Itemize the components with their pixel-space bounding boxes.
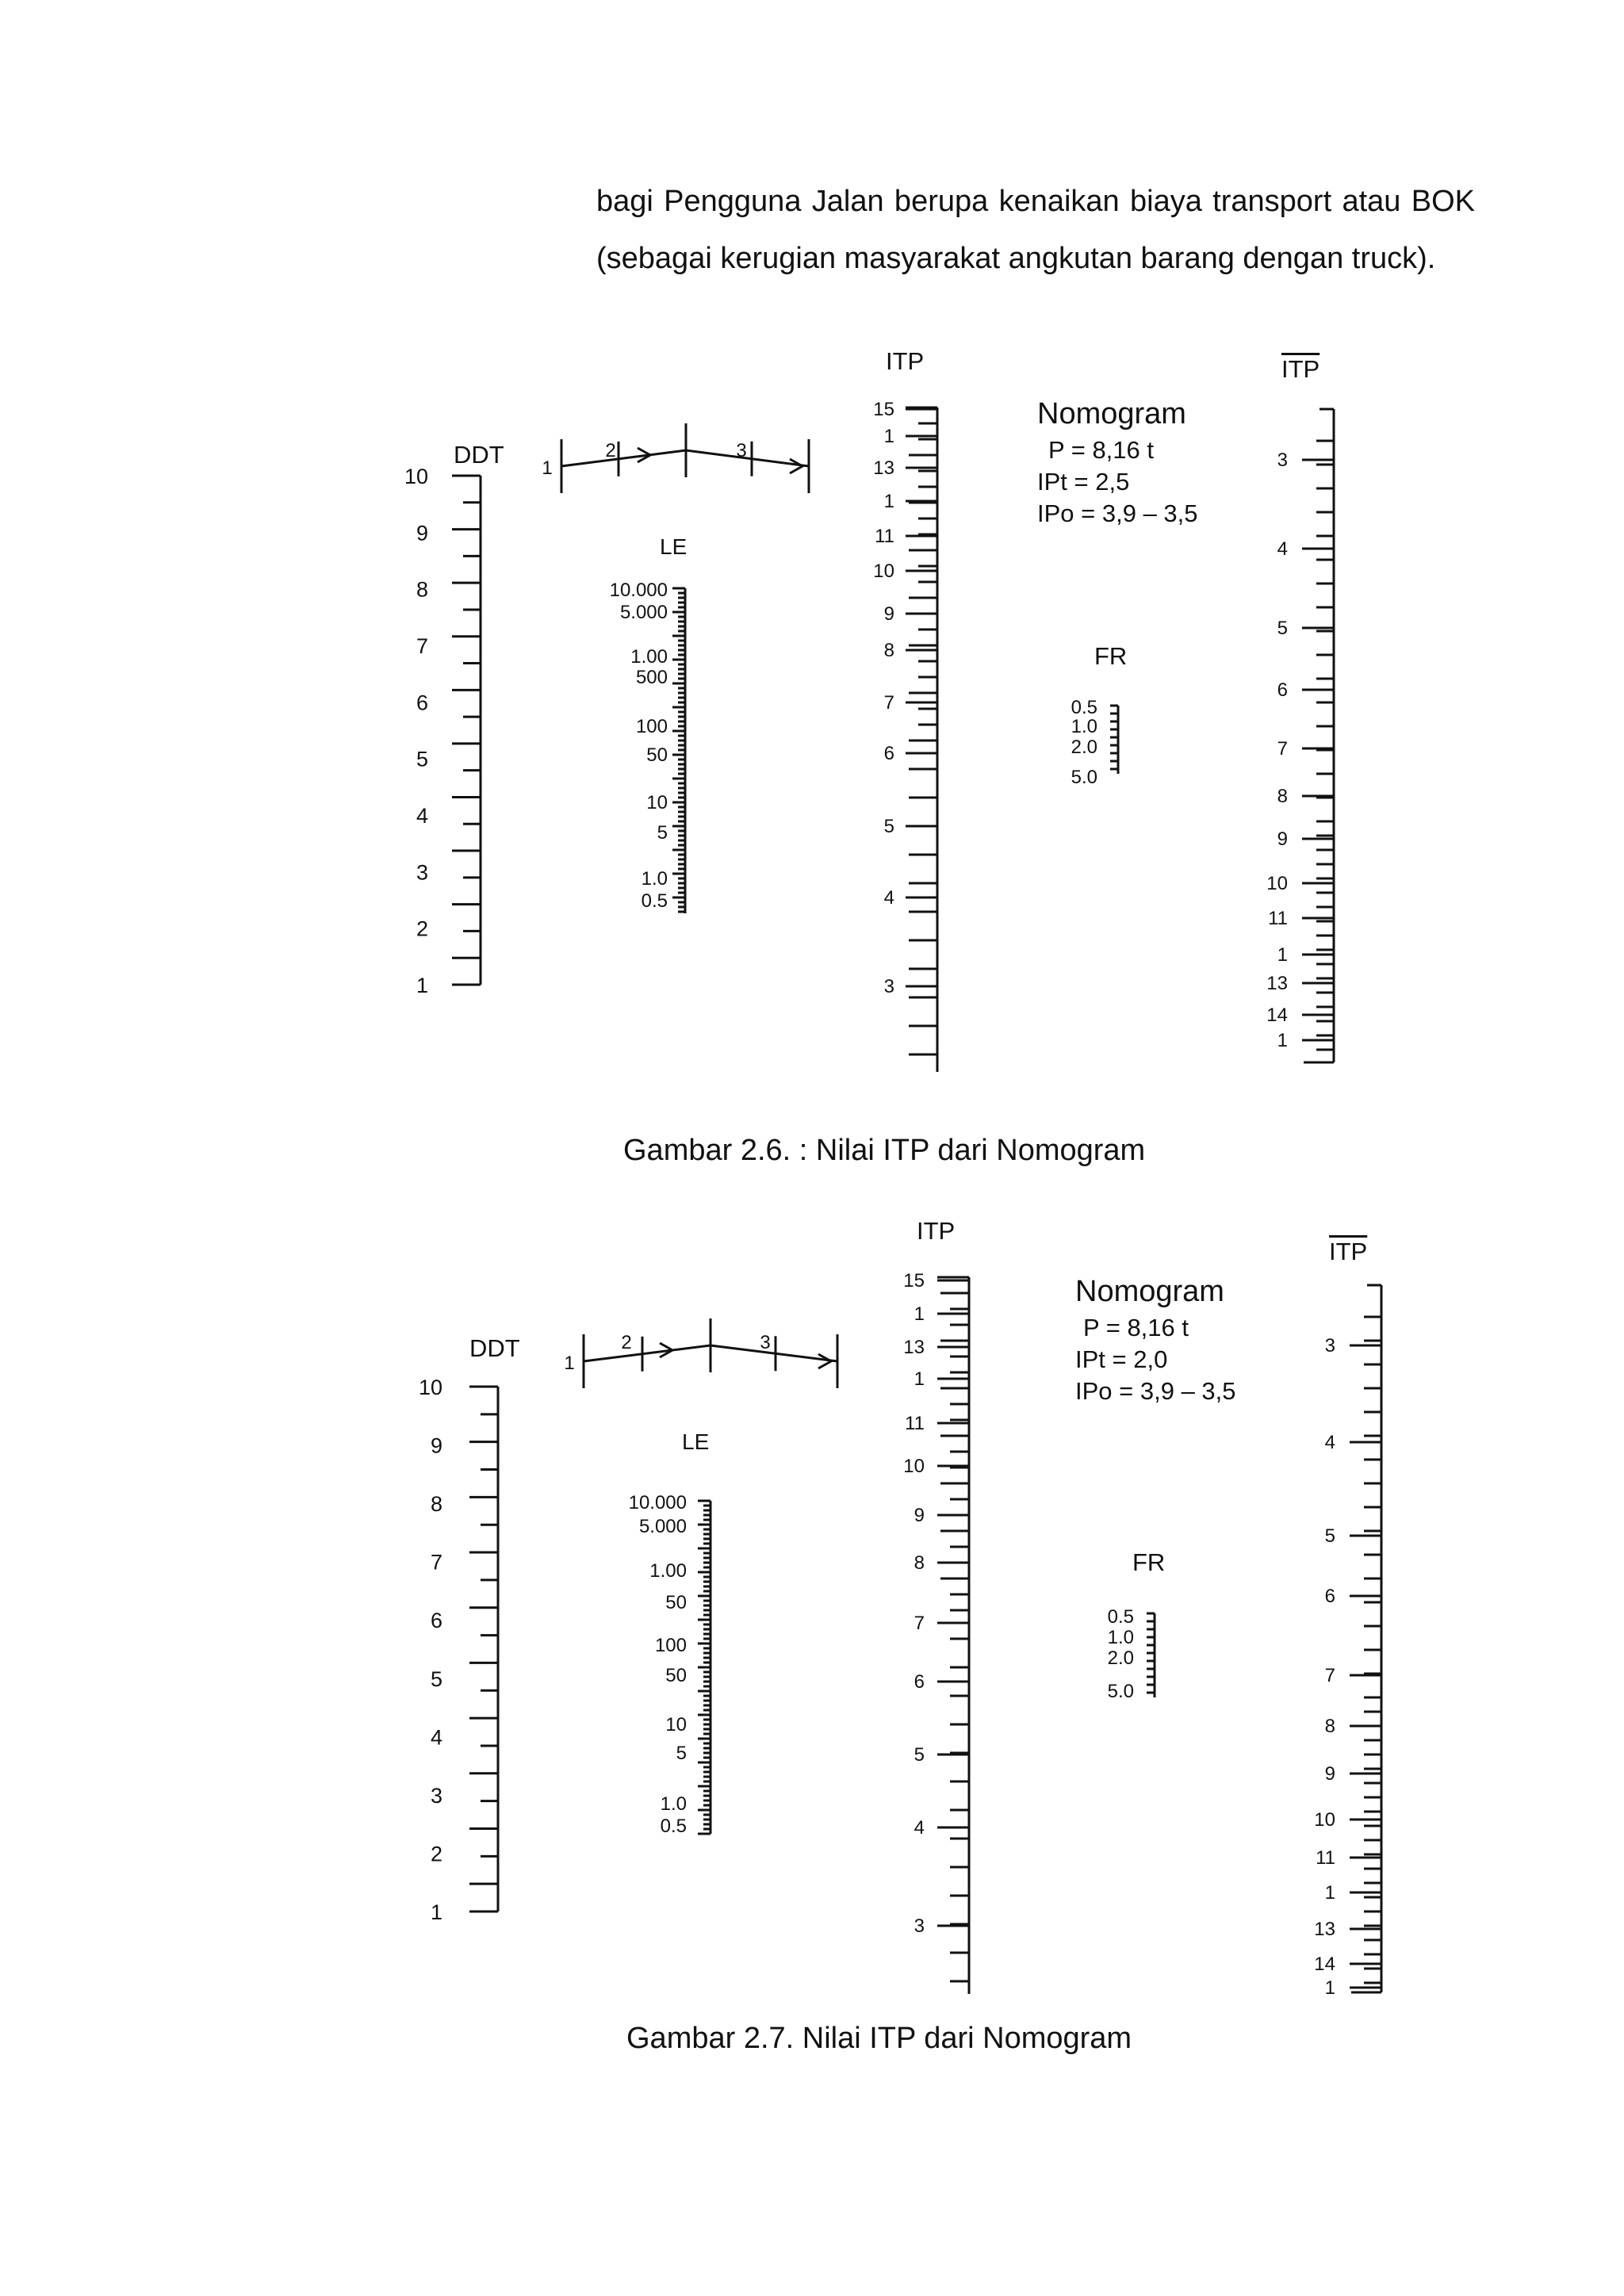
lr-tick-label: 10.000 [609,580,668,601]
itp-bar-axis-label: $\overline{ITP}$ [1281,355,1320,383]
lr-tick-label: 50 [665,1592,687,1613]
itp-bar-tick-label: 4 [1324,1432,1335,1453]
itp-bar-tick-label: 6 [1324,1586,1335,1607]
itp-bar-tick-label: 6 [1277,679,1288,701]
lr-tick-label: 5 [676,1743,687,1764]
itp-tick-label: 9 [914,1505,925,1526]
itp-bar-tick-label: 10 [1266,873,1288,894]
ddt-axis-label: DDT [469,1334,520,1362]
lr-axis-label: LE [660,534,688,559]
itp-tick-label: 4 [883,887,894,909]
itp-tick-label: 10 [903,1456,925,1477]
ddt-tick-label: 9 [416,521,428,545]
itp-bar-tick-label: 9 [1324,1763,1335,1785]
ddt-tick-label: 7 [416,634,428,658]
arrow-right-icon [790,459,802,473]
itp-bar-tick-label: 11 [1268,908,1288,929]
itp-bar-tick-label: 8 [1324,1716,1335,1737]
param-ipo: IPo = 3,9 – 3,5 [1075,1377,1236,1405]
itp-tick-label: 3 [883,976,894,997]
figure-caption-1: Gambar 2.6. : Nilai ITP dari Nomogram [623,1134,1146,1167]
nomogram-figure-1 [0,341,1624,1086]
lr-axis-label: LE [682,1429,710,1454]
fr-tick-label: 1.0 [1107,1627,1134,1648]
itp-tick-label: 1 [883,491,894,512]
itp-tick-label: 1 [883,426,894,447]
ddt-tick-label: 4 [430,1725,442,1750]
itp-tick-label: 7 [883,692,894,714]
ddt-tick-label: 1 [416,974,428,997]
ddt-tick-label: 8 [416,577,428,602]
param-ipt: IPt = 2,5 [1037,468,1130,496]
fr-axis-label: FR [1132,1548,1166,1576]
param-ipo: IPo = 3,9 – 3,5 [1037,499,1198,527]
itp-tick-label: 6 [914,1671,925,1693]
lr-tick-label: 100 [654,1635,687,1656]
ddt-tick-label: 5 [416,747,428,771]
lr-tick-label: 1.00 [630,646,668,668]
itp-tick-label: 11 [905,1413,925,1434]
body-paragraph [596,173,1475,287]
itp-bar-tick-label: 1 [1324,1977,1335,1999]
lr-tick-label: 1.0 [641,868,668,890]
scale-line-label: 2 [621,1332,632,1353]
itp-bar-tick-label: 1 [1324,1882,1335,1904]
itp-bar-tick-label: 7 [1277,738,1288,760]
itp-tick-label: 1 [914,1303,925,1325]
fr-axis-label: FR [1094,642,1128,670]
itp-bar-tick-label: 10 [1314,1809,1335,1831]
ddt-tick-label: 3 [416,860,428,885]
ddt-tick-label: 2 [430,1842,442,1866]
ddt-tick-label: 8 [430,1492,442,1517]
lr-tick-label: 100 [635,716,668,737]
ddt-tick-label: 10 [404,465,428,488]
fr-tick-label: 5.0 [1071,767,1097,788]
itp-tick-label: 5 [883,816,894,837]
lr-tick-label: 5.000 [619,602,668,623]
ddt-tick-label: 7 [430,1550,442,1575]
itp-bar-tick-label: 13 [1266,973,1288,994]
ddt-tick-label: 6 [430,1609,442,1633]
itp-tick-label: 1 [914,1368,925,1390]
lr-tick-label: 10.000 [628,1492,687,1513]
fr-tick-label: 0.5 [1107,1606,1134,1628]
itp-bar-tick-label: 5 [1277,618,1288,639]
paragraph-line-1: bagi Pengguna Jalan berupa kenaikan biaya transport atau BOK [596,185,1475,218]
itp-tick-label: 7 [914,1613,925,1634]
figure-caption-2: Gambar 2.7. Nilai ITP dari Nomogram [626,2022,1132,2055]
scale-line-label: 1 [542,457,553,479]
itp-tick-label: 5 [914,1744,925,1766]
nomogram-scales-1 [0,341,1624,1086]
ddt-tick-label: 5 [430,1667,442,1691]
param-p: P = 8,16 t [1083,1314,1189,1341]
itp-axis-label: ITP [917,1217,956,1245]
fr-tick-label: 2.0 [1071,737,1097,758]
itp-bar-tick-label: 3 [1324,1335,1335,1357]
itp-bar-tick-label: 9 [1277,828,1288,850]
itp-bar-tick-label: 8 [1277,786,1288,807]
arrow-right-icon [818,1354,831,1368]
itp-tick-label: 15 [903,1270,925,1292]
itp-bar-tick-label: 4 [1277,538,1288,560]
lr-tick-label: 0.5 [660,1816,687,1837]
fr-tick-label: 1.0 [1071,716,1097,737]
itp-bar-tick-label: 14 [1314,1954,1335,1975]
param-ipt: IPt = 2,0 [1075,1345,1168,1373]
itp-tick-label: 13 [873,457,894,479]
scale-line-label: 3 [760,1332,771,1353]
itp-bar-tick-label: 5 [1324,1525,1335,1547]
itp-bar-tick-label: 13 [1314,1919,1335,1940]
itp-tick-label: 9 [883,603,894,625]
itp-bar-tick-label: 1 [1277,1030,1288,1051]
nomogram-figure-2 [0,1217,1624,2002]
ddt-axis-label: DDT [454,441,504,469]
itp-tick-label: 8 [914,1552,925,1574]
param-p: P = 8,16 t [1048,436,1155,464]
itp-tick-label: 15 [873,399,894,420]
nomogram-parameters [1037,398,1198,530]
itp-bar-tick-label: 11 [1316,1847,1335,1869]
lr-tick-label: 1.00 [649,1560,687,1582]
nomogram-title: Nomogram [1075,1275,1224,1308]
fr-tick-label: 0.5 [1071,697,1097,718]
itp-tick-label: 8 [883,640,894,661]
itp-axis-label: ITP [886,347,925,375]
itp-bar-tick-label: 3 [1277,450,1288,471]
lr-tick-label: 5 [657,822,668,844]
scale-line-label: 3 [736,440,747,461]
ddt-tick-label: 4 [416,804,428,828]
itp-tick-label: 10 [873,561,894,582]
itp-bar-tick-label: 14 [1266,1004,1288,1026]
lr-tick-label: 10 [665,1714,687,1735]
scale-line-label: 2 [605,440,616,461]
ddt-tick-label: 9 [430,1433,442,1458]
ddt-tick-label: 3 [430,1783,442,1808]
fr-tick-label: 2.0 [1107,1647,1134,1669]
lr-tick-label: 0.5 [641,890,668,912]
ddt-tick-label: 6 [416,691,428,715]
fr-tick-label: 5.0 [1107,1681,1134,1702]
ddt-tick-label: 10 [418,1376,442,1399]
nomogram-title: Nomogram [1037,397,1186,430]
nomogram-parameters [1075,1276,1236,1407]
lr-tick-label: 500 [635,667,668,688]
nomogram-scales-2 [0,1217,1624,2002]
itp-tick-label: 4 [914,1817,925,1839]
itp-bar-tick-label: 1 [1277,944,1288,966]
lr-tick-label: 1.0 [660,1793,687,1815]
lr-tick-label: 10 [646,792,668,813]
itp-tick-label: 6 [883,743,894,764]
ddt-tick-label: 2 [416,916,428,941]
ddt-tick-label: 1 [430,1900,442,1924]
lr-tick-label: 50 [665,1665,687,1686]
paragraph-line-2: (sebagai kerugian masyarakat angkutan barang dengan truck). [596,242,1436,275]
scale-line-label: 1 [564,1353,575,1374]
itp-tick-label: 3 [914,1915,925,1937]
lr-tick-label: 5.000 [638,1516,687,1537]
itp-bar-tick-label: 7 [1324,1665,1335,1686]
itp-tick-label: 11 [875,526,894,547]
itp-bar-axis-label: $\overline{ITP}$ [1329,1238,1368,1265]
itp-tick-label: 13 [903,1337,925,1358]
lr-tick-label: 50 [646,744,668,766]
